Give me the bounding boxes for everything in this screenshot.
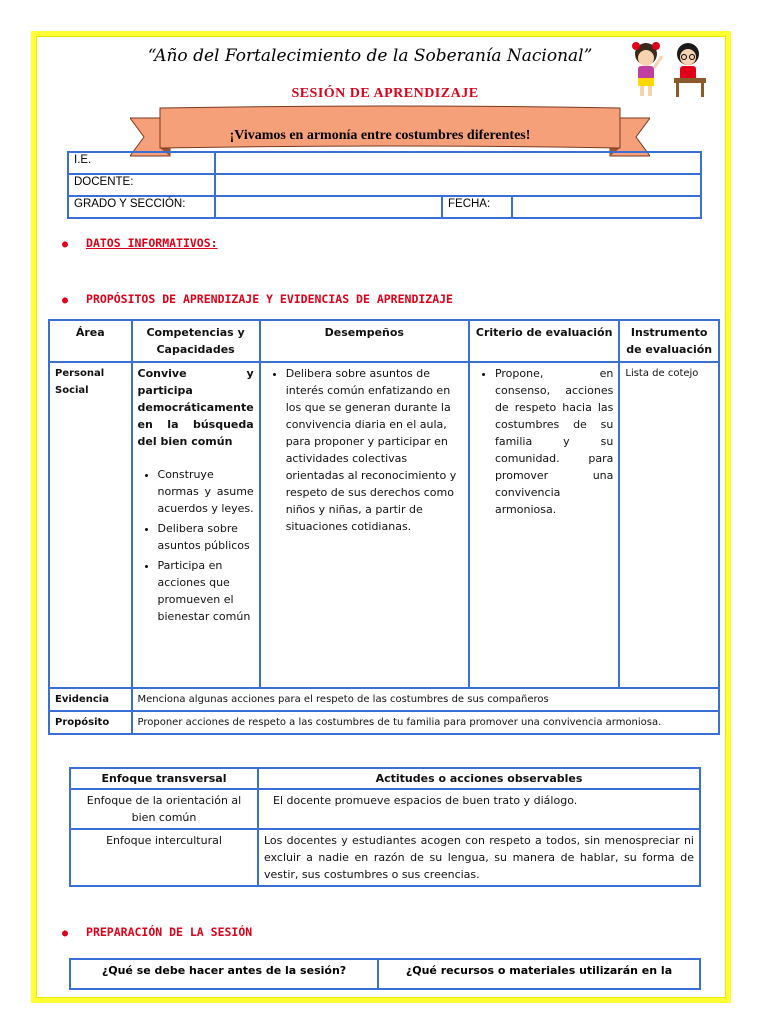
desempeno-cell xyxy=(260,362,469,688)
bullet-icon: ● xyxy=(62,295,69,306)
enfoque-actitud: El docente promueve espacios de buen trato y diálogo. xyxy=(258,789,700,829)
evidencia-text: Menciona algunas acciones para el respeto de las costumbres de sus compañeros xyxy=(132,688,719,711)
instrumento-cell: Lista de cotejo xyxy=(619,362,719,688)
header-recursos: ¿Qué recursos o materiales utilizarán en la xyxy=(378,959,700,989)
proposito-row xyxy=(49,711,719,734)
docente-value[interactable] xyxy=(215,174,701,196)
section-preparacion: ● PREPARACIÓN DE LA SESIÓN xyxy=(62,925,253,939)
header-antes-sesion: ¿Qué se debe hacer antes de la sesión? xyxy=(70,959,378,989)
children-illustration xyxy=(624,38,714,100)
evidencia-label: Evidencia xyxy=(49,688,132,711)
area-cell: Personal Social xyxy=(49,362,132,688)
fecha-label: FECHA: xyxy=(442,196,512,218)
bullet-icon: ● xyxy=(62,239,69,250)
session-theme: ¡Vivamos en armonía entre costumbres diferentes! xyxy=(229,128,531,143)
desempeno-text: • Delibera sobre asuntos de interés común enfatizando en los que se generan durante la convivencia diaria en el aula, para proponer y participar en actividades colectivas orientadas al reconocimiento y respeto de sus derechos como niños y niñas, a partir de situaciones cotidianas. xyxy=(286,365,463,535)
competencia-text: Convive y participa democráticamente en la búsqueda del bien común xyxy=(137,367,254,448)
fecha-value[interactable] xyxy=(512,196,701,218)
info-table xyxy=(67,151,702,219)
header-actitudes: Actitudes o acciones observables xyxy=(258,768,700,789)
capacidad-item: • Delibera sobre asuntos públicos xyxy=(158,520,254,554)
competencias-cell xyxy=(132,362,260,688)
header-criterio: Criterio de evaluación xyxy=(469,320,619,362)
capacidad-item: • Construye normas y asume acuerdos y leyes. xyxy=(158,466,254,517)
ie-label: I.E. xyxy=(68,152,215,174)
year-title: “Año del Fortalecimiento de la Soberanía Nacional” xyxy=(147,46,593,66)
criterio-text: • Propone, en consenso, acciones de respeto hacia las costumbres de su familia y su comunidad. para promover una convivencia armoniosa. xyxy=(495,365,613,518)
header-desempenos: Desempeños xyxy=(260,320,469,362)
section-datos: ● DATOS INFORMATIVOS: xyxy=(62,236,218,250)
enfoque-table xyxy=(69,767,701,887)
info-row-docente xyxy=(68,174,701,196)
docente-label: DOCENTE: xyxy=(68,174,215,196)
header-area: Área xyxy=(49,320,132,362)
ie-value[interactable] xyxy=(215,152,701,174)
enfoque-actitud: Los docentes y estudiantes acogen con respeto a todos, sin menospreciar ni excluir a nadie en razón de su lengua, su manera de hablar, su forma de vestir, sus costumbres o sus creencias. xyxy=(258,829,700,886)
propositos-header-row xyxy=(49,320,719,362)
grado-label: GRADO Y SECCIÓN: xyxy=(68,196,215,218)
section-propositos: ● PROPÓSITOS DE APRENDIZAJE Y EVIDENCIAS DE APRENDIZAJE xyxy=(62,292,453,306)
preparacion-header-row xyxy=(70,959,700,989)
evidencia-row xyxy=(49,688,719,711)
enfoque-row xyxy=(70,829,700,886)
info-row-grado xyxy=(68,196,701,218)
bullet-icon: ● xyxy=(62,928,69,939)
enfoque-name: Enfoque intercultural xyxy=(70,829,258,886)
enfoque-name: Enfoque de la orientación al bien común xyxy=(70,789,258,829)
proposito-text: Proponer acciones de respeto a las costumbres de tu familia para promover una convivencia armoniosa. xyxy=(132,711,719,734)
criterio-cell xyxy=(469,362,619,688)
capacidad-item: • Participa en acciones que promueven el bienestar común xyxy=(158,557,254,625)
enfoque-header-row xyxy=(70,768,700,789)
preparacion-table xyxy=(69,958,701,990)
propositos-table xyxy=(48,319,720,735)
session-title: SESIÓN DE APRENDIZAJE xyxy=(291,86,479,101)
header-instrumento: Instrumento de evaluación xyxy=(619,320,719,362)
enfoque-row xyxy=(70,789,700,829)
info-row-ie xyxy=(68,152,701,174)
proposito-label: Propósito xyxy=(49,711,132,734)
grado-value[interactable] xyxy=(215,196,442,218)
propositos-body-row xyxy=(49,362,719,688)
header-competencias: Competencias y Capacidades xyxy=(132,320,260,362)
capacidades-list xyxy=(138,466,254,625)
header-enfoque: Enfoque transversal xyxy=(70,768,258,789)
